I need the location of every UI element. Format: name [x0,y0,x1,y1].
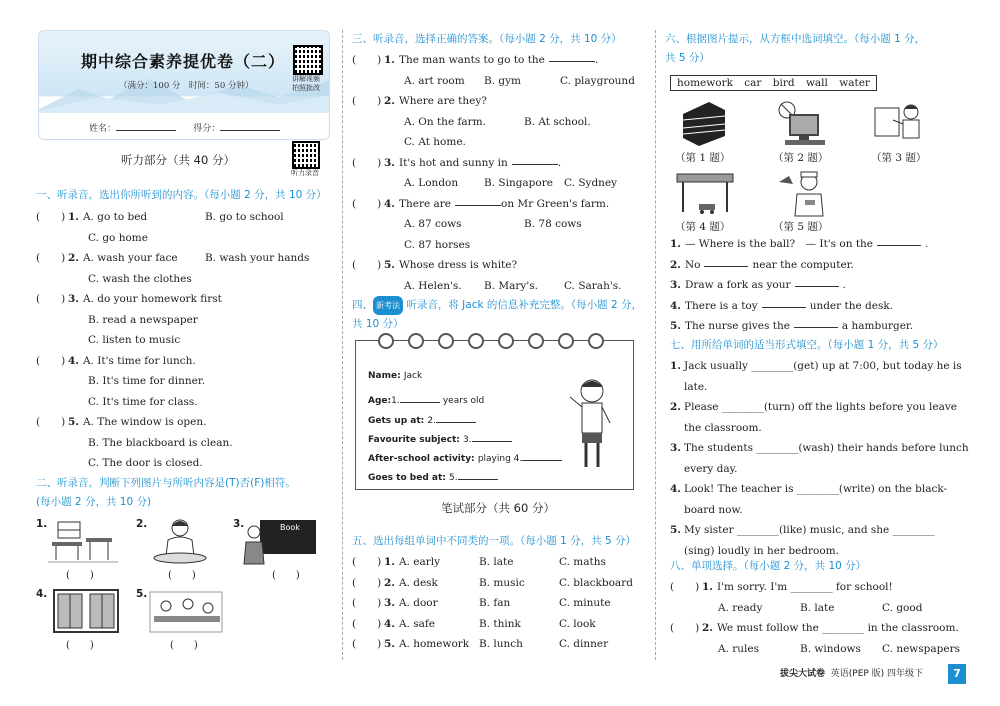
qr-code-icon[interactable] [292,141,320,169]
question-number: 2. [384,95,395,107]
activity-field[interactable] [522,449,562,461]
option-b: B. read a newspaper [88,313,198,326]
option-b: B. 78 cows [524,218,582,230]
answer-paren[interactable]: ( ) [352,597,382,609]
option-b: B. windows [800,642,861,655]
question-number: 2. [384,576,395,589]
s1-question-cont [36,453,336,474]
s7-line [670,397,970,418]
option-b: B. gym [484,74,522,87]
s1-question-cont [36,330,336,351]
s1-question-cont [36,228,336,249]
s3-question [352,50,642,71]
s3-options [352,112,642,133]
s1-question-cont [36,433,336,454]
column-3 [665,0,970,700]
footer [780,666,923,679]
question-end: under the desk. [809,299,894,312]
s8-question [670,577,970,598]
question-text: My sister ________(like) music, and she ________ [684,524,935,536]
s7-line [670,377,970,398]
question-number: 5. [384,259,395,271]
option-c: C. The door is closed. [88,457,203,469]
option-c: C. dinner [558,638,609,650]
question-end: a hamburger. [841,320,914,332]
question-number: 5. [670,320,681,332]
question-text: Whose dress is white? [398,259,518,271]
option-a: A. London [404,177,459,189]
s3-options [352,235,642,256]
s1-question-cont [36,392,336,413]
option-b: B. It's time for dinner. [88,375,206,387]
option-a: A. Helen's. [404,279,462,292]
qr-label: 讲解视频 拍照批改 [292,75,320,92]
question-text: Please ________(turn) off the lights before you leave [684,401,957,413]
s1-question-cont [36,310,336,331]
option-c: C. At home. [404,136,466,148]
s7-line [670,418,970,439]
card-age-row: Age:1. years old [368,391,484,406]
s5-question [352,573,644,594]
s3-options [352,214,642,235]
name-label: 姓名： [89,124,117,134]
answer-paren[interactable]: ( ) [170,640,198,651]
answer-blank[interactable] [877,234,921,246]
option-b: B. late [478,556,514,568]
section-8-list [670,577,970,659]
word-box: homework car bird wall water [670,75,877,91]
option-b: B. think [478,617,521,630]
section-8-title: 八、单项选择。（每小题 2 分，共 10 分） [670,560,867,572]
card-bedtime-row: Goes to bed at: 5. [368,468,498,483]
answer-paren[interactable]: ( ) [352,54,382,66]
option-b: B. The blackboard is clean. [88,436,233,449]
pic-label: 3. [233,518,245,530]
question-text: The students ________(wash) their hands before lunch [684,442,969,454]
s7-line [670,356,970,377]
jack-info-card [355,340,634,490]
s3-question [352,255,642,276]
pic-label: 1. [36,518,48,530]
s1-question [36,351,336,372]
question-number: 2. [670,258,681,271]
option-a: A. go to bed [82,211,148,223]
answer-paren[interactable]: ( ) [272,570,300,581]
option-b: B. lunch [478,638,523,650]
blackboard-text: Book [280,523,300,532]
answer-paren[interactable]: ( ) [66,640,94,651]
classroom-desk-image [48,518,118,566]
s5-question [352,634,644,655]
question-number: 5. [670,524,681,536]
question-number: 3. [384,597,395,609]
question-text: Draw a fork as your [684,279,791,291]
desk-toy-car-image [675,170,735,218]
question-number [670,377,684,398]
answer-blank[interactable] [704,255,748,267]
exam-title: 期中综合素养提优卷（二） [81,52,286,71]
question-number [670,500,684,521]
answer-paren[interactable]: ( ) [352,576,382,589]
pic-label: 4. [36,588,48,600]
question-number: 2. [68,252,79,264]
answer-blank[interactable] [795,275,839,287]
option-c: C. look [558,617,596,630]
section-4-title: 四、 新考法 听录音，将 Jack 的信息补充完整。（每小题 2 分， 共 10 分） [352,296,642,334]
question-number: 1. [384,54,395,66]
s6-question [670,316,970,337]
s3-options [352,132,642,153]
option-a: A. early [398,556,441,568]
s8-options [670,639,970,660]
answer-paren[interactable]: ( ) [36,354,66,367]
question-number: 3. [670,279,681,291]
s5-question [352,552,644,573]
option-c: C. minute [558,597,611,609]
option-c: C. playground [560,74,635,87]
question-number: 1. [68,211,79,223]
question-number: 3. [670,442,681,454]
qr-label: 听力录音 [291,169,319,177]
question-end: . [842,279,846,291]
card-subject-row: Favourite subject: 3. [368,430,512,445]
girl-washing-image [146,516,216,566]
section-3-title: 三、听录音，选择正确的答案。（每小题 2 分，共 10 分） [352,33,622,45]
question-text: I'm sorry. I'm ________ for school! [716,581,893,593]
question-number: 4. [384,617,395,630]
question-number: 1. [702,581,713,593]
question-number: 4. [68,354,79,367]
option-a: A. do your homework first [82,293,222,305]
footer-subject: 英语(PEP 版) 四年级下 [830,669,924,679]
section-7-list [670,356,970,561]
option-c: C. Sydney [564,177,618,189]
card-activity-row: After-school activity: playing 4. [368,449,562,464]
card-name-row: Name: Jack [368,371,423,381]
option-c: C. go home [88,231,148,244]
s1-question [36,207,336,228]
question-text: (sing) loudly in her bedroom. [684,544,839,557]
option-a: A. homework [398,638,470,650]
option-a: A. It's time for lunch. [82,354,196,367]
footer-brand: 拔尖大试卷 [780,669,826,679]
answer-paren[interactable]: ( ) [352,259,382,271]
option-a: A. ready [718,601,763,614]
question-number [670,418,684,439]
question-text: It's hot and sunny in [398,156,508,169]
s1-question [36,289,336,310]
pic-label: 2. [136,518,148,530]
column-divider [342,30,343,660]
question-text: board now. [684,503,743,516]
column-1 [28,0,336,700]
option-a: A. The window is open. [82,416,207,428]
answer-paren[interactable]: ( ) [352,197,382,210]
s1-question [36,412,336,433]
s7-line [670,438,970,459]
window-image [50,588,122,636]
pic-label: 5. [136,588,148,600]
option-a: A. art room [404,74,465,87]
pic-caption: （第 3 题） [871,152,927,164]
option-b: B. late [800,601,835,614]
section-1-title: 一、听录音，选出你所听到的内容。（每小题 2 分，共 10 分） [36,189,327,201]
question-text: every day. [684,462,738,475]
option-a: A. door [398,597,438,609]
s6-question [670,296,970,317]
option-c: C. wash the clothes [88,272,192,285]
s1-question [36,248,336,269]
option-b: B. music [478,576,525,589]
answer-paren[interactable]: ( ) [168,570,196,581]
question-end: near the computer. [752,258,854,271]
section-5-list [352,552,644,655]
writing-part-title: 笔试部分（共 60 分） [441,501,555,515]
answer-paren[interactable]: ( ) [670,622,700,634]
option-c: C. Sarah's. [564,279,622,292]
question-end: . [594,54,599,66]
question-text: We must follow the ________ in the classroom. [716,622,959,634]
section-5-title: 五、选出每组单词中不同类的一项。（每小题 1 分，共 5 分） [352,535,636,547]
question-number: 2. [670,401,681,413]
answer-paren[interactable]: ( ) [352,156,382,169]
question-text: Where are they? [398,95,487,107]
section-3-list [352,50,642,296]
question-number: 1. [670,360,681,372]
question-text: The man wants to go to the [398,54,545,66]
section-7-title: 七、用所给单词的适当形式填空。（每小题 1 分，共 5 分） [670,339,944,351]
listening-part-title: 听力部分（共 40 分） [121,153,235,167]
option-c: C. newspapers [882,642,961,655]
s3-question [352,91,642,112]
getup-field[interactable] [436,411,476,423]
s8-options [670,598,970,619]
answer-paren[interactable]: ( ) [352,638,382,650]
question-number: 3. [68,293,79,305]
s1-question-cont [36,269,336,290]
question-text: There are [398,197,452,210]
option-b: B. At school. [524,115,591,128]
s3-options [352,71,642,92]
question-number: 1. [670,238,681,250]
answer-blank[interactable] [455,194,501,206]
s6-question [670,255,970,276]
option-a: A. desk [398,576,438,589]
question-number: 1. [384,556,395,568]
section-1-list [36,207,336,474]
boy-drawing-image [873,100,925,148]
option-b: B. Singapore [484,177,553,189]
answer-paren[interactable]: ( ) [352,617,382,630]
answer-paren[interactable]: ( ) [352,556,382,568]
s7-line [670,479,970,500]
pic-caption: （第 4 题） [675,221,731,233]
option-c: C. maths [558,556,606,568]
s5-question [352,593,644,614]
s6-question [670,234,970,255]
answer-blank[interactable] [794,316,838,328]
s7-line [670,459,970,480]
question-number: 4. [670,483,681,495]
option-c: C. blackboard [558,576,633,589]
students-class-image [148,588,224,636]
answer-paren[interactable]: ( ) [36,416,66,428]
s3-options [352,173,642,194]
question-text: the classroom. [684,421,762,434]
section-6-list [670,234,970,337]
option-a: A. safe [398,617,435,630]
subject-field[interactable] [472,430,512,442]
section-6-title: 六、根据图片提示，从方框中选词填空。（每小题 1 分， 共 5 分） [665,33,926,64]
s3-options [352,276,642,297]
option-c: C. It's time for class. [88,395,198,408]
question-number: 2. [702,622,713,634]
s8-question [670,618,970,639]
answer-blank[interactable] [762,296,806,308]
s3-question [352,194,642,215]
card-getup-row: Gets up at: 2. [368,411,476,426]
option-c: C. good [882,601,923,614]
answer-paren[interactable]: ( ) [670,581,700,593]
answer-blank[interactable] [512,153,558,165]
pic-caption: （第 5 题） [773,221,829,233]
answer-paren[interactable]: ( ) [36,211,66,223]
question-text: The nurse gives the [684,320,790,332]
s7-line [670,500,970,521]
option-c: C. listen to music [88,334,181,346]
option-b: B. Mary's. [484,279,538,292]
computer-no-water-image [775,100,833,148]
section-2-title: 二、听录音，判断下列图片与所听内容是(T)否(F)相符。 (每小题 2 分，共 10 分) [36,477,296,508]
age-field[interactable] [400,391,440,403]
option-c: C. 87 horses [404,238,471,251]
question-end: . [557,156,562,169]
nurse-bird-image [775,170,831,218]
question-text: Jack usually ________(get) up at 7:00, but today he is [684,360,962,372]
question-end: . [925,238,929,250]
pic-caption: （第 1 题） [675,152,731,164]
option-b: B. fan [478,597,511,609]
question-text: There is a toy [684,299,758,312]
answer-paren[interactable]: ( ) [36,252,66,264]
question-number: 4. [384,197,395,210]
s6-question [670,275,970,296]
option-b: B. go to school [204,211,284,223]
pic-caption: （第 2 题） [773,152,829,164]
option-a: A. rules [718,642,760,655]
answer-paren[interactable]: ( ) [36,293,66,305]
question-number: 4. [670,299,681,312]
column-divider [655,30,656,660]
wall-image [679,100,729,148]
answer-paren[interactable]: ( ) [352,95,382,107]
question-end: on Mr Green's farm. [501,197,610,210]
answer-paren[interactable]: ( ) [66,570,94,581]
page-number: 7 [948,664,966,684]
question-text: No [684,258,701,271]
exam-subtitle: （满分：100 分 时间：50 分钟） [119,81,254,91]
answer-blank[interactable] [549,50,595,62]
option-a: A. 87 cows [404,218,462,230]
option-a: A. On the farm. [404,115,486,128]
s1-question-cont [36,371,336,392]
bedtime-field[interactable] [458,468,498,480]
question-text: late. [684,380,708,393]
question-number: 5. [68,416,79,428]
boy-jack-image [566,375,616,475]
s5-question [352,614,644,635]
question-number: 5. [384,638,395,650]
option-b: B. wash your hands [204,252,310,264]
new-format-badge: 新考法 [373,296,403,315]
option-a: A. wash your face [82,252,178,264]
question-number [670,459,684,480]
question-text: — Where is the ball? — It's on the [684,238,874,250]
question-number: 3. [384,156,395,169]
s3-question [352,153,642,174]
question-text: Look! The teacher is ________(write) on the black- [684,483,948,495]
score-label: 得分： [193,124,221,134]
s7-line [670,520,970,541]
